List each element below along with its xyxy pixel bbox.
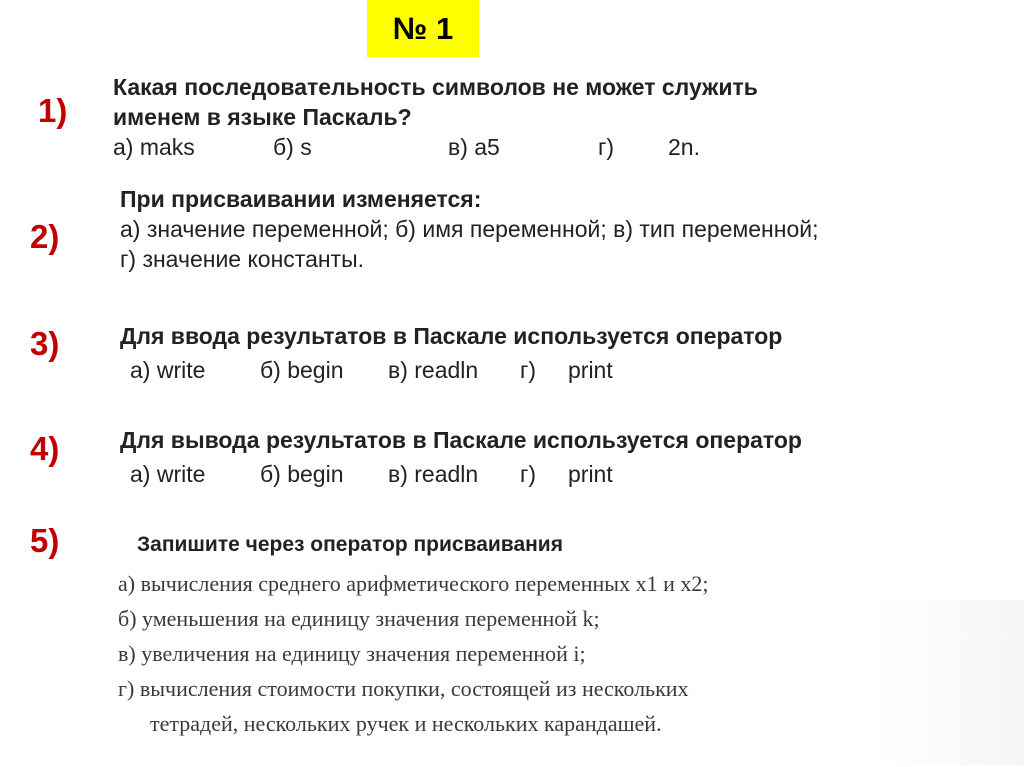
question-2 [120,184,818,274]
question-number-1: 1) [38,92,68,129]
task-item-g: г) вычисления стоимости покупки, состоящей из нескольких [118,676,689,701]
scanned-task-list [110,566,900,766]
question-2-options-line-2: г) значение константы. [120,246,365,272]
option-g-value: print [568,461,613,487]
option-g: г) [520,461,537,487]
option-v: в) readln [388,461,479,487]
question-number-4: 4) [30,430,60,467]
option-g: г) [520,357,537,383]
question-1-options [113,132,758,162]
task-item-b: б) уменьшения на единицу значения переменной k; [118,606,600,631]
slide-number-badge: № 1 [367,0,479,57]
option-g-value: print [568,357,613,383]
option-g: г) [598,134,615,160]
question-number-3: 3) [30,325,60,362]
question-2-line-1: При присваивании изменяется: [120,186,482,212]
question-4 [120,425,802,489]
question-1 [113,72,758,162]
task-item-g-continued: тетрадей, нескольких ручек и нескольких карандашей. [150,711,662,736]
task-item-v: в) увеличения на единицу значения переменной i; [118,641,586,666]
option-g-value: 2n. [668,134,700,160]
question-3 [120,321,782,385]
option-v: в) readln [388,357,479,383]
question-5 [137,530,563,560]
question-number-2: 2) [30,218,60,255]
option-b: б) s [273,134,312,160]
option-a: а) maks [113,134,195,160]
option-a: а) write [130,357,206,383]
task-item-a: а) вычисления среднего арифметического переменных x1 и x2; [118,571,709,596]
option-v: в) а5 [448,134,500,160]
question-4-options [120,455,802,489]
question-2-options-line-1: а) значение переменной; б) имя переменной; в) тип переменной; [120,216,819,242]
option-a: а) write [130,461,206,487]
question-1-line-2: именем в языке Паскаль? [113,104,412,130]
option-b: б) begin [260,357,344,383]
question-3-line-1: Для ввода результатов в Паскале используется оператор [120,323,783,349]
question-number-5: 5) [30,522,60,559]
question-1-line-1: Какая последовательность символов не может служить [113,74,758,100]
question-4-line-1: Для вывода результатов в Паскале используется оператор [120,427,802,453]
question-3-options [120,351,782,385]
option-b: б) begin [260,461,344,487]
question-5-line-1: Запишите через оператор присваивания [137,533,563,556]
